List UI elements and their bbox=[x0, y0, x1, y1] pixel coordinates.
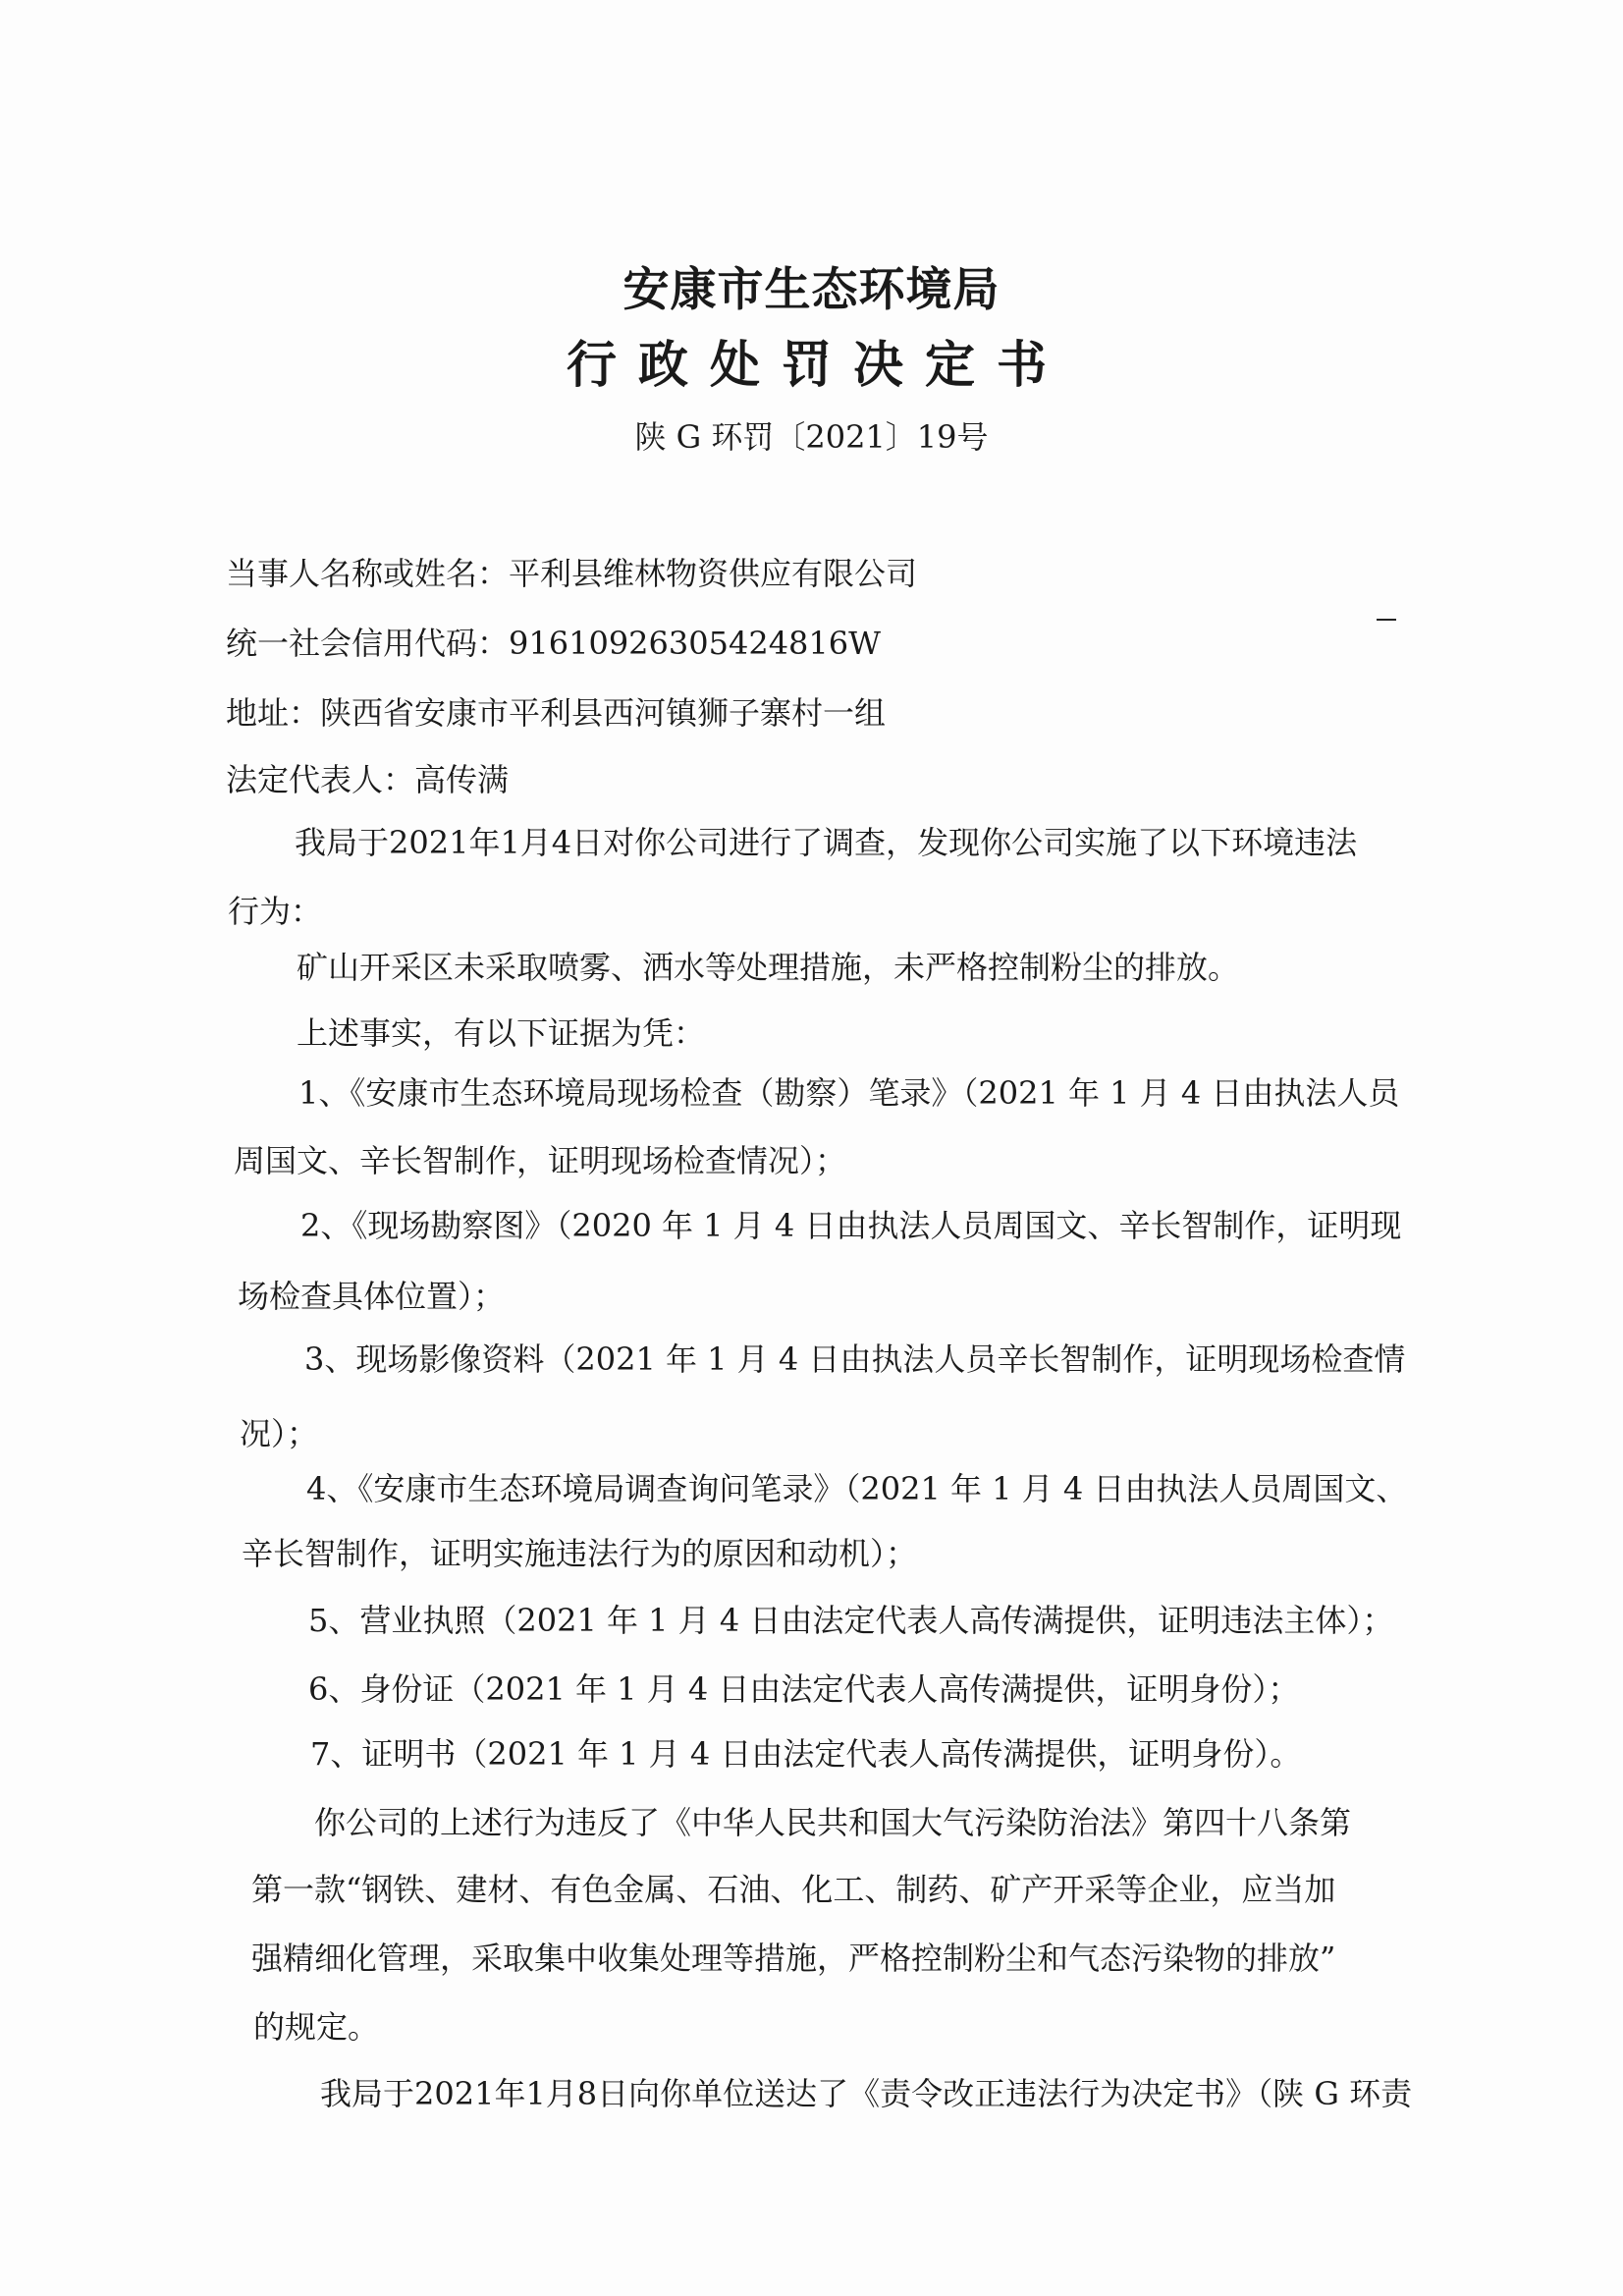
credit-code-row bbox=[226, 624, 881, 663]
body-line: 矿山开采区未采取喷雾、洒水等处理措施，未严格控制粉尘的排放。 bbox=[297, 949, 1240, 986]
address-value: 陕西省安康市平利县西河镇狮子寨村一组 bbox=[320, 694, 887, 732]
body-line: 1、《安康市生态环境局现场检查（勘察）笔录》（2021 年 1 月 4 日由执法人员 bbox=[298, 1074, 1400, 1112]
party-name-row bbox=[226, 554, 917, 593]
credit-code-value: 91610926305424816W bbox=[509, 625, 882, 662]
legal-rep-label: 法定代表人： bbox=[226, 761, 415, 798]
body-line: 5、营业执照（2021 年 1 月 4 日由法定代表人高传满提供，证明违法主体）； bbox=[308, 1602, 1394, 1639]
body-line: 周国文、辛长智制作，证明现场检查情况）； bbox=[234, 1142, 847, 1179]
body-line: 强精细化管理，采取集中收集处理等措施，严格控制粉尘和气态污染物的排放” bbox=[251, 1940, 1336, 1977]
legal-rep-row bbox=[226, 760, 509, 799]
document-number: 陕 G 环罚〔2021〕19号 bbox=[634, 418, 989, 456]
agency-title: 安康市生态环境局 bbox=[622, 263, 1001, 317]
legal-rep-value: 高传满 bbox=[414, 761, 510, 798]
body-line: 7、证明书（2021 年 1 月 4 日由法定代表人高传满提供，证明身份）。 bbox=[310, 1735, 1302, 1773]
address-label: 地址： bbox=[226, 694, 321, 732]
body-line: 第一款“钢铁、建材、有色金属、石油、化工、制药、矿产开采等企业，应当加 bbox=[251, 1871, 1336, 1908]
document-type-title: 行政处罚决定书 bbox=[566, 337, 1068, 395]
body-line: 3、现场影像资料（2021 年 1 月 4 日由执法人员辛长智制作，证明现场检查情 bbox=[304, 1340, 1406, 1378]
body-line: 4、《安康市生态环境局调查询问笔录》（2021 年 1 月 4 日由执法人员周国文、 bbox=[306, 1470, 1408, 1507]
party-name-value: 平利县维林物资供应有限公司 bbox=[509, 555, 918, 592]
body-line: 我局于2021年1月4日对你公司进行了调查，发现你公司实施了以下环境违法 bbox=[295, 824, 1358, 861]
body-line: 况）； bbox=[240, 1415, 319, 1452]
body-line: 你公司的上述行为违反了《中华人民共和国大气污染防治法》第四十八条第 bbox=[314, 1804, 1352, 1841]
body-line: 6、身份证（2021 年 1 月 4 日由法定代表人高传满提供，证明身份）； bbox=[308, 1670, 1300, 1708]
body-line: 上述事实，有以下证据为凭： bbox=[297, 1014, 706, 1052]
body-line: 行为： bbox=[228, 893, 323, 930]
body-line: 2、《现场勘察图》（2020 年 1 月 4 日由执法人员周国文、辛长智制作，证明现 bbox=[300, 1207, 1402, 1244]
body-line: 场检查具体位置）； bbox=[238, 1278, 506, 1315]
body-line: 的规定。 bbox=[253, 2008, 380, 2046]
body-line: 辛长智制作，证明实施违法行为的原因和动机）； bbox=[242, 1535, 918, 1572]
body-line: 我局于2021年1月8日向你单位送达了《责令改正违法行为决定书》（陕 G 环责 bbox=[320, 2075, 1413, 2112]
address-row bbox=[226, 693, 886, 733]
margin-dash bbox=[1377, 619, 1396, 621]
party-name-label: 当事人名称或姓名： bbox=[226, 555, 510, 592]
credit-code-label: 统一社会信用代码： bbox=[226, 625, 510, 662]
